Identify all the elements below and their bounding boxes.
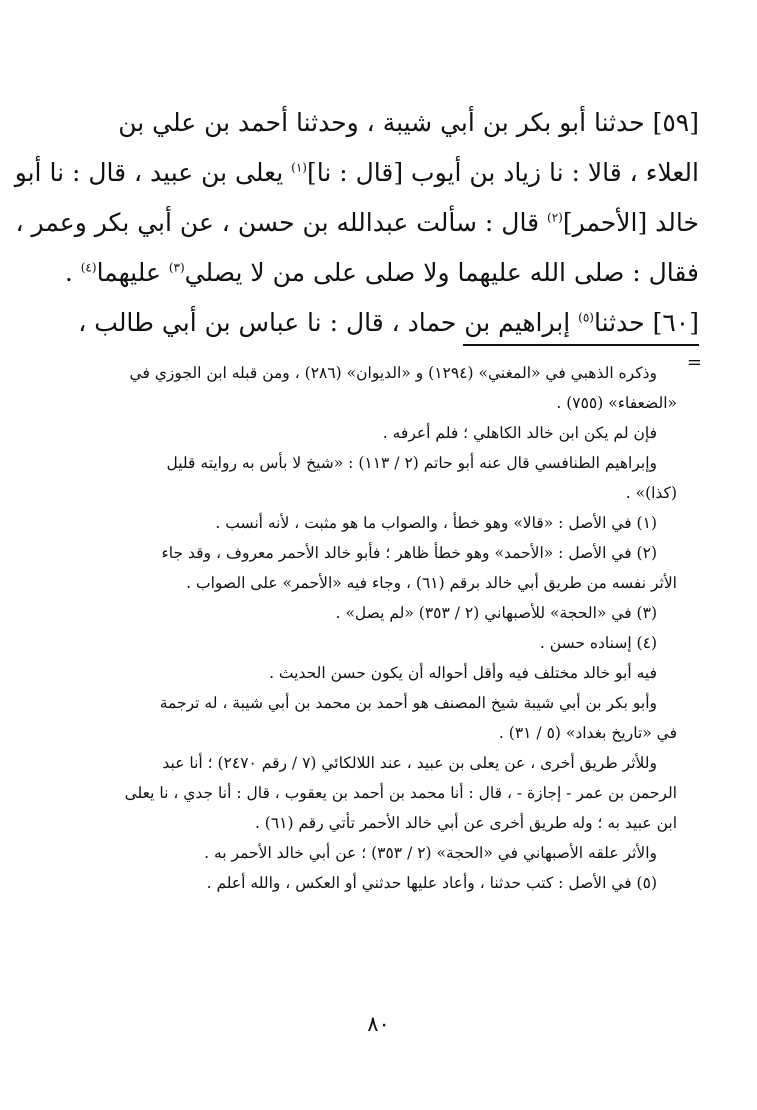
- footnote-line: وأبو بكر بن أبي شيبة شيخ المصنف هو أحمد بن محمد بن أبي شيبة ، له ترجمة: [159, 694, 657, 712]
- footnote-line: وذكره الذهبي في «المغني» (١٢٩٤) و «الديوان» (٢٨٦) ، ومن قبله ابن الجوزي في: [129, 364, 657, 382]
- footnote-ref-3: (٣): [168, 260, 185, 275]
- footnote-ref-1: (١): [291, 160, 307, 175]
- footnote-ref-2: (٢): [547, 210, 563, 225]
- footnote-ref-4: (٤): [80, 260, 97, 275]
- footnote-ref-5: (٥): [578, 310, 594, 325]
- footnote-separator: [463, 344, 699, 346]
- footnote-line: وإبراهيم الطنافسي قال عنه أبو حاتم (٢ / ١١٣) : «شيخ لا بأس به روايته قليل: [166, 454, 657, 472]
- footnote-line: في «تاريخ بغداد» (٥ / ٣١) .: [498, 724, 677, 742]
- main-text: [14, 98, 699, 348]
- main-line-5: [٦٠] حدثنا$^{(٥)}$ إبراهيم بن حماد ، قال : نا عباس بن أبي طالب ،: [78, 308, 699, 337]
- footnote-line: فيه أبو خالد مختلف فيه وأقل أحواله أن يكون حسن الحديث .: [269, 664, 657, 682]
- footnotes: [96, 358, 677, 898]
- page-number: ٨٠: [367, 1012, 390, 1036]
- footnote-5: (٥) في الأصل : كتب حدثنا ، وأعاد عليها حدثني أو العكس ، والله أعلم .: [206, 874, 657, 892]
- footnote-1: (١) في الأصل : «قالا» وهو خطأ ، والصواب ما هو مثبت ، لأنه أنسب .: [215, 514, 657, 532]
- footnote-line: ابن عبيد به ؛ وله طريق أخرى عن أبي خالد الأحمر تأتي رقم (٦١) .: [254, 814, 677, 832]
- footnote-2: (٢) في الأصل : «الأحمد» وهو خطأ ظاهر ؛ فأبو خالد الأحمر معروف ، وقد جاء: [161, 544, 657, 562]
- continuation-mark: =: [686, 352, 702, 373]
- footnote-line: (كذا)» .: [625, 484, 677, 502]
- footnote-line: الأثر نفسه من طريق أبي خالد برقم (٦١) ، وجاء فيه «الأحمر» على الصواب .: [186, 574, 677, 592]
- footnote-line: وللأثر طريق أخرى ، عن يعلى بن عبيد ، عند اللالكائي (٧ / رقم ٢٤٧٠) ؛ أنا عبد: [162, 754, 657, 772]
- footnote-line: فإن لم يكن ابن خالد الكاهلي ؛ فلم أعرفه .: [382, 424, 657, 442]
- footnote-4: (٤) إسناده حسن .: [539, 634, 657, 652]
- main-line-1: [٥٩] حدثنا أبو بكر بن أبي شيبة ، وحدثنا أحمد بن علي بن: [118, 108, 699, 137]
- main-line-4: فقال : صلى الله عليهما ولا صلى على من لا يصلي$^{(٣)}$ عليهما$^{(٤)}$ .: [64, 258, 699, 287]
- footnote-line: الرحمن بن عمر - إجازة - ، قال : أنا محمد بن أحمد بن يعقوب ، قال : أنا جدي ، نا يعلى: [124, 784, 677, 802]
- footnote-line: والأثر علقه الأصبهاني في «الحجة» (٢ / ٣٥٣) ؛ عن أبي خالد الأحمر به .: [204, 844, 657, 862]
- footnote-3: (٣) في «الحجة» للأصبهاني (٢ / ٣٥٣) «لم يصل» .: [335, 604, 657, 622]
- main-line-2: العلاء ، قالا : نا زياد بن أيوب [قال : نا]$^{(١)}$ يعلى بن عبيد ، قال : نا أبو: [14, 158, 699, 187]
- main-line-3: خالد [الأحمر]$^{(٢)}$ قال : سألت عبدالله بن حسن ، عن أبي بكر وعمر ،: [15, 208, 699, 237]
- footnote-line: «الضعفاء» (٧٥٥) .: [556, 394, 677, 412]
